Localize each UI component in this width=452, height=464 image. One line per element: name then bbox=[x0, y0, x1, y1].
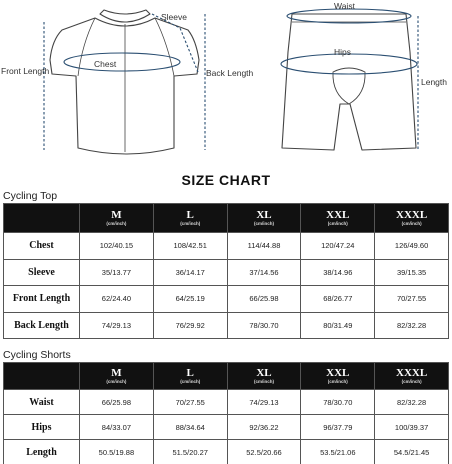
cycling-top-table bbox=[3, 203, 449, 339]
row-label: Length bbox=[4, 440, 80, 464]
front-length-label: Front Length bbox=[1, 66, 50, 76]
table-cell: 88/34.64 bbox=[153, 415, 227, 440]
size-header bbox=[301, 204, 375, 233]
size-name: XL bbox=[256, 209, 272, 221]
table-cell: 100/39.37 bbox=[375, 415, 449, 440]
size-header bbox=[153, 363, 227, 390]
size-name: L bbox=[186, 209, 194, 221]
size-name: XXL bbox=[326, 209, 350, 221]
unit-label: (cm/inch) bbox=[180, 379, 201, 384]
shorts-outline bbox=[282, 14, 416, 150]
table-cell: 80/31.49 bbox=[301, 312, 375, 339]
size-name: XXL bbox=[326, 367, 350, 379]
table-cell: 78/30.70 bbox=[301, 390, 375, 415]
cycling-shorts-label: Cycling Shorts bbox=[3, 349, 71, 361]
table-cell: 38/14.96 bbox=[301, 259, 375, 286]
unit-label: (cm/inch) bbox=[106, 221, 127, 226]
hips-ellipse bbox=[281, 54, 417, 74]
table-cell: 74/29.13 bbox=[227, 390, 301, 415]
chest-label: Chest bbox=[94, 59, 117, 69]
table-cell: 82/32.28 bbox=[375, 390, 449, 415]
table-cell: 50.5/19.88 bbox=[80, 440, 154, 464]
table-cell: 92/36.22 bbox=[227, 415, 301, 440]
table-cell: 78/30.70 bbox=[227, 312, 301, 339]
corner-cell bbox=[4, 204, 80, 233]
size-header bbox=[301, 363, 375, 390]
size-name: M bbox=[111, 209, 122, 221]
table-row bbox=[4, 390, 449, 415]
jersey-collar bbox=[100, 10, 150, 22]
table-cell: 70/27.55 bbox=[375, 286, 449, 313]
unit-label: (cm/inch) bbox=[401, 221, 422, 226]
table-row bbox=[4, 415, 449, 440]
table-cell: 82/32.28 bbox=[375, 312, 449, 339]
sleeve-line bbox=[152, 14, 198, 72]
row-label: Hips bbox=[4, 415, 80, 440]
table-cell: 120/47.24 bbox=[301, 233, 375, 260]
size-header bbox=[80, 204, 154, 233]
table-cell: 96/37.79 bbox=[301, 415, 375, 440]
table-cell: 126/49.60 bbox=[375, 233, 449, 260]
size-name: M bbox=[111, 367, 122, 379]
table-cell: 37/14.56 bbox=[227, 259, 301, 286]
table-row bbox=[4, 440, 449, 464]
table-cell: 62/24.40 bbox=[80, 286, 154, 313]
table-header-row bbox=[4, 204, 449, 233]
size-header bbox=[375, 363, 449, 390]
size-header bbox=[227, 204, 301, 233]
table-cell: 51.5/20.27 bbox=[153, 440, 227, 464]
table-row bbox=[4, 233, 449, 260]
waist-label: Waist bbox=[334, 1, 355, 11]
size-name: XXXL bbox=[396, 367, 428, 379]
table-cell: 35/13.77 bbox=[80, 259, 154, 286]
jersey-outline bbox=[50, 10, 199, 154]
table-cell: 108/42.51 bbox=[153, 233, 227, 260]
unit-label: (cm/inch) bbox=[327, 221, 348, 226]
unit-label: (cm/inch) bbox=[253, 379, 274, 384]
table-cell: 53.5/21.06 bbox=[301, 440, 375, 464]
hips-label: Hips bbox=[334, 47, 352, 57]
unit-label: (cm/inch) bbox=[106, 379, 127, 384]
table-cell: 54.5/21.45 bbox=[375, 440, 449, 464]
cycling-top-label: Cycling Top bbox=[3, 190, 58, 202]
sleeve-label: Sleeve bbox=[161, 12, 187, 22]
row-label: Waist bbox=[4, 390, 80, 415]
table-row bbox=[4, 312, 449, 339]
back-length-label: Back Length bbox=[206, 68, 254, 78]
length-label: Length bbox=[421, 77, 447, 87]
table-cell: 64/25.19 bbox=[153, 286, 227, 313]
size-header bbox=[227, 363, 301, 390]
jersey-body bbox=[50, 18, 199, 154]
chest-ellipse bbox=[64, 53, 180, 71]
table-cell: 114/44.88 bbox=[227, 233, 301, 260]
row-label: Back Length bbox=[4, 312, 80, 339]
table-row bbox=[4, 286, 449, 313]
size-name: L bbox=[186, 367, 194, 379]
unit-label: (cm/inch) bbox=[253, 221, 274, 226]
unit-label: (cm/inch) bbox=[180, 221, 201, 226]
size-name: XXXL bbox=[396, 209, 428, 221]
jersey-seam-left bbox=[78, 18, 95, 76]
row-label: Front Length bbox=[4, 286, 80, 313]
table-cell: 39/15.35 bbox=[375, 259, 449, 286]
table-cell: 102/40.15 bbox=[80, 233, 154, 260]
cycling-shorts-table bbox=[3, 362, 449, 464]
measurement-diagrams bbox=[0, 0, 452, 170]
table-cell: 70/27.55 bbox=[153, 390, 227, 415]
shorts-body bbox=[282, 14, 416, 150]
table-row bbox=[4, 259, 449, 286]
table-header-row bbox=[4, 363, 449, 390]
size-header bbox=[153, 204, 227, 233]
table-cell: 66/25.98 bbox=[227, 286, 301, 313]
table-cell: 52.5/20.66 bbox=[227, 440, 301, 464]
row-label: Chest bbox=[4, 233, 80, 260]
shorts-measurements bbox=[281, 9, 418, 150]
table-cell: 68/26.77 bbox=[301, 286, 375, 313]
corner-cell bbox=[4, 363, 80, 390]
table-cell: 74/29.13 bbox=[80, 312, 154, 339]
table-cell: 76/29.92 bbox=[153, 312, 227, 339]
jersey-measurements bbox=[44, 14, 205, 150]
size-header bbox=[375, 204, 449, 233]
table-cell: 66/25.98 bbox=[80, 390, 154, 415]
jersey-shorts-diagram-svg bbox=[0, 0, 452, 170]
unit-label: (cm/inch) bbox=[327, 379, 348, 384]
size-name: XL bbox=[256, 367, 272, 379]
table-cell: 36/14.17 bbox=[153, 259, 227, 286]
size-header bbox=[80, 363, 154, 390]
row-label: Sleeve bbox=[4, 259, 80, 286]
size-chart-title: SIZE CHART bbox=[181, 172, 271, 188]
table-cell: 84/33.07 bbox=[80, 415, 154, 440]
waist-ellipse bbox=[287, 9, 411, 23]
unit-label: (cm/inch) bbox=[401, 379, 422, 384]
